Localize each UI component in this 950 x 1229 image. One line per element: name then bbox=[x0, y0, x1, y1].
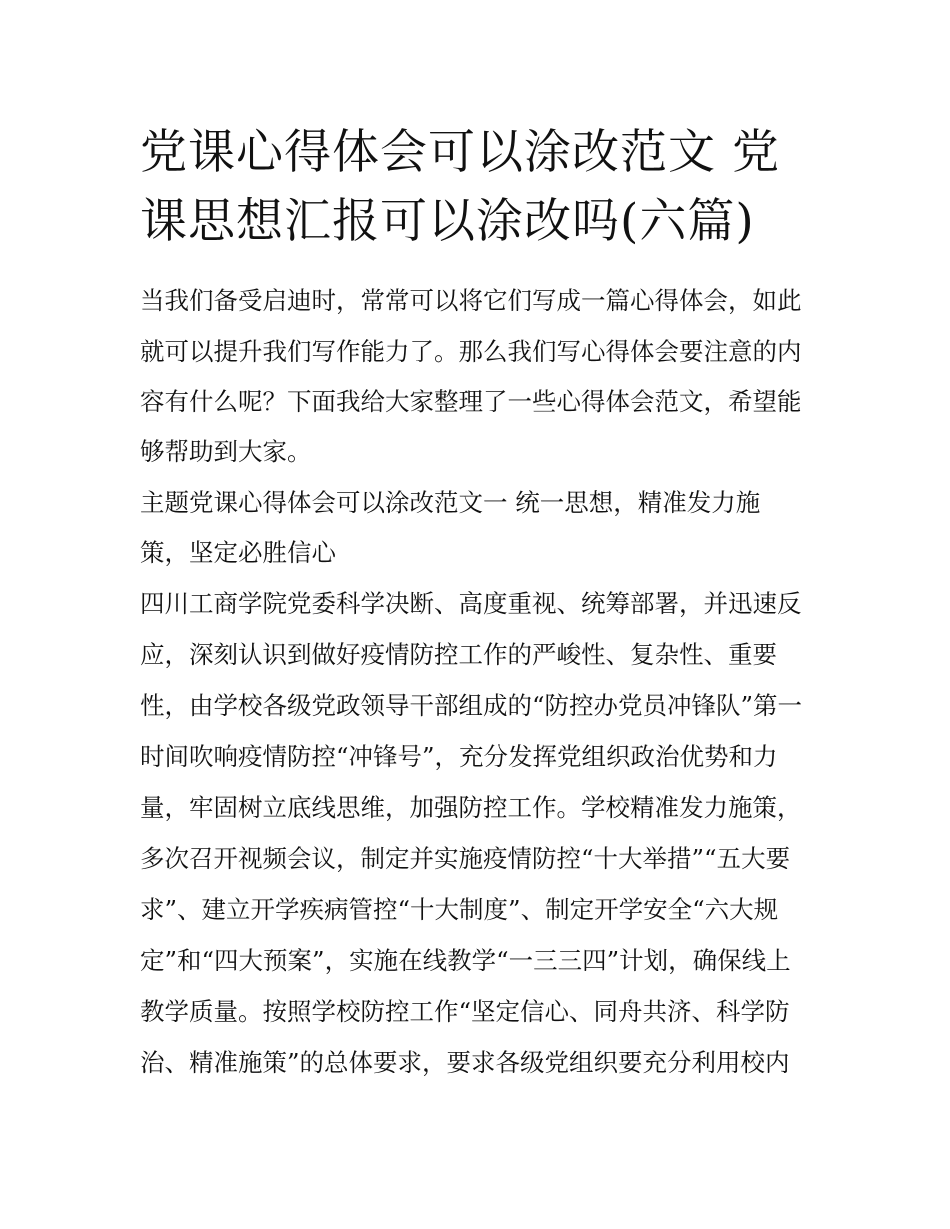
body-line-3: 性，由学校各级党政领导干部组成的“防控办党员冲锋队”第一 bbox=[140, 691, 803, 720]
document-title: 党课心得体会可以涂改范文 党课思想汇报可以涂改吗(六篇) bbox=[140, 125, 780, 249]
body-line-5: 量，牢固树立底线思维，加强防控工作。学校精准发力施策， bbox=[140, 793, 802, 822]
body-line-8: 定”和“四大预案”，实施在线教学“一三三四”计划，确保线上 bbox=[140, 946, 791, 975]
body-line-6: 多次召开视频会议，制定并实施疫情防控“十大举措”“五大要 bbox=[140, 844, 791, 873]
intro-line-2: 就可以提升我们写作能力了。那么我们写心得体会要注意的内 bbox=[140, 337, 802, 366]
body-line-4: 时间吹响疫情防控“冲锋号”，充分发挥党组织政治优势和力 bbox=[140, 742, 778, 771]
body-line-9: 教学质量。按照学校防控工作“坚定信心、同舟共济、科学防 bbox=[140, 997, 790, 1026]
intro-line-3: 容有什么呢？下面我给大家整理了一些心得体会范文，希望能 bbox=[140, 387, 802, 416]
subtitle-line-2: 策，坚定必胜信心 bbox=[140, 538, 336, 567]
body-line-2: 应，深刻认识到做好疫情防控工作的严峻性、复杂性、重要 bbox=[140, 640, 777, 669]
body-line-10: 治、精准施策”的总体要求，要求各级党组织要充分利用校内 bbox=[140, 1048, 790, 1077]
subtitle-line-1: 主题党课心得体会可以涂改范文一 统一思想，精准发力施 bbox=[140, 488, 761, 517]
intro-line-1: 当我们备受启迪时，常常可以将它们写成一篇心得体会，如此 bbox=[140, 286, 802, 315]
body-line-7: 求”、建立开学疾病管控“十大制度”、制定开学安全“六大规 bbox=[140, 895, 779, 924]
body-line-1: 四川工商学院党委科学决断、高度重视、统筹部署，并迅速反 bbox=[140, 589, 802, 618]
intro-line-4: 够帮助到大家。 bbox=[140, 437, 312, 466]
